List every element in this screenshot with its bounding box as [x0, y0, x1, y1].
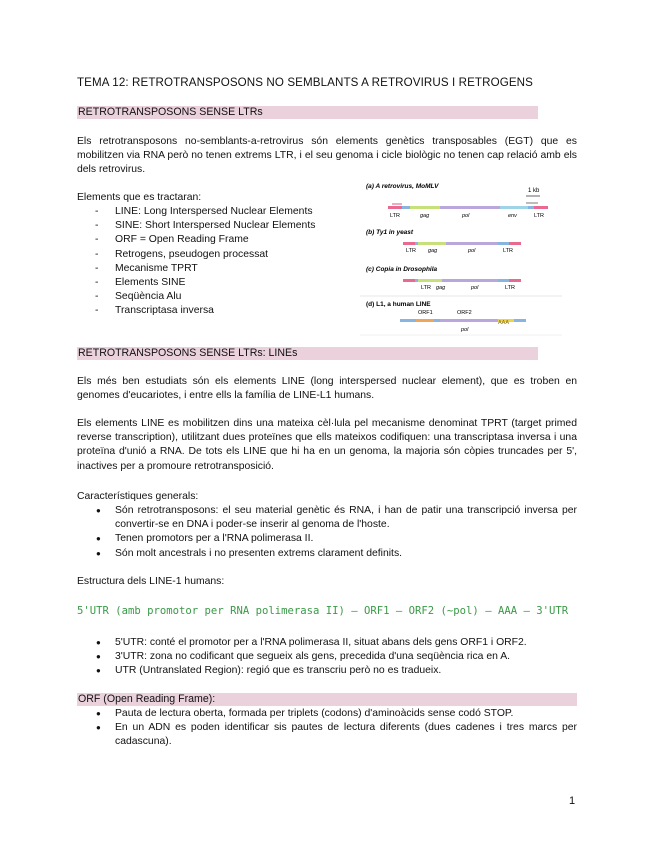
part-label: AAA	[498, 320, 510, 326]
part-label: pol	[471, 285, 479, 291]
part-label: env	[508, 213, 517, 219]
section-heading-lines: RETROTRANSPOSONS SENSE LTRs: LINEs	[77, 347, 538, 360]
characteristics-list	[77, 504, 577, 561]
pol-block	[442, 279, 498, 282]
part-label: pol	[468, 248, 476, 254]
elements-list	[77, 205, 347, 319]
intro-paragraph: Els retrotransposons no-semblants-a-retrovirus són elements genètics transposables (EGT) que es mobilitzen via RNA però no tenen extrems LTR, i el seu genoma i cicle biològic no tenen cap relació amb els dels retrovirus.	[77, 136, 577, 176]
part-label: LTR	[505, 285, 515, 291]
list-item: - Seqüència Alu	[77, 290, 347, 304]
lines-paragraph-2: Els elements LINE es mobilitzen dins una mateixa cèl·lula pel mecanisme denominat TPRT (target primed reverse transcription), utilitzant dues proteïnes que ells mateixos codifiquen: una transcriptasa inversa i una proteïna d'unió a RNA. De tots els LINE que hi ha en un genoma, la majoria són còpies truncades per 5', inactives per a promoure retrotransposició.	[77, 418, 577, 472]
list-item: ● Són retrotransposons: el seu material genètic és RNA, i han de patir una transcripció inversa per convertir-se en DNA i poder-se inserir al genoma de l'hoste.	[77, 504, 577, 532]
characteristics-title: Característiques generals:	[77, 491, 199, 502]
orf-list	[77, 707, 577, 750]
env-block	[500, 206, 528, 209]
part-label: gag	[428, 248, 438, 254]
list-item: - Retrogens, pseudogen processat	[77, 248, 347, 262]
line1-structure: 5'UTR (amb promotor per RNA polimerasa II) – ORF1 – ORF2 (~pol) – AAA – 3'UTR	[77, 605, 569, 617]
list-item: ● 5'UTR: conté el promotor per a l'RNA polimerasa II, situat abans dels gens ORF1 i ORF2.	[77, 636, 577, 650]
figure-label-c: (c) Copia in Drosophila	[366, 266, 438, 273]
section-heading-orf: ORF (Open Reading Frame):	[77, 693, 577, 706]
pol-block	[446, 242, 498, 245]
list-item: ● Són molt ancestrals i no presenten extrems clarament definits.	[77, 547, 577, 561]
part-label: pol	[462, 213, 470, 219]
part-label: LTR	[406, 248, 416, 254]
list-item: - LINE: Long Interspersed Nuclear Elements	[77, 205, 347, 219]
part-label: LTR	[503, 248, 513, 254]
list-item: - Transcriptasa inversa	[77, 304, 347, 318]
pol-block	[440, 206, 500, 209]
list-item: ● En un ADN es poden identificar sis pautes de lectura diferents (dues cadenes i tres marcs per cadascuna).	[77, 721, 577, 749]
figure-label-a: (a) A retrovirus, MoMLV	[366, 183, 439, 190]
lines-paragraph-1: Els més ben estudiats són els elements LINE (long interspersed nuclear element), que es troben en genomes d'eucariotes, i entre ells la família de LINE-L1 humans.	[77, 376, 577, 402]
part-label: LTR	[421, 285, 431, 291]
list-item: ● 3'UTR: zona no codificant que segueix als gens, precedida d'una seqüència rica en A.	[77, 650, 577, 664]
page-number: 1	[569, 795, 576, 807]
list-item: - SINE: Short Interspersed Nuclear Elements	[77, 219, 347, 233]
part-label: ORF2	[457, 310, 472, 316]
retrotransposon-diagram	[358, 180, 564, 338]
list-item: - Elements SINE	[77, 276, 347, 290]
elements-list-title: Elements que es tractaran:	[77, 192, 202, 203]
ltr-block	[534, 206, 548, 209]
part-label: gag	[436, 285, 446, 291]
list-item: ● Pauta de lectura oberta, formada per triplets (codons) d'aminoàcids sense codó STOP.	[77, 707, 577, 721]
ltr-block	[403, 242, 415, 245]
ltr-block	[509, 279, 521, 282]
figure-scale-label: 1 kb	[528, 188, 540, 194]
list-item: - ORF = Open Reading Frame	[77, 233, 347, 247]
list-item: ● Tenen promotors per a l'RNA polimerasa II.	[77, 532, 577, 546]
gag-block	[418, 242, 446, 245]
part-label: LTR	[534, 213, 544, 219]
figure-label-d: (d) L1, a human LINE	[366, 301, 431, 308]
orf2-block	[440, 319, 498, 322]
list-item: - Mecanisme TPRT	[77, 262, 347, 276]
figure-label-b: (b) Ty1 in yeast	[366, 229, 414, 236]
ltr-block	[509, 242, 521, 245]
part-label: gag	[420, 213, 430, 219]
ltr-block	[388, 206, 402, 209]
gag-block	[418, 279, 442, 282]
structure-list	[77, 636, 577, 679]
list-item: ● UTR (Untranslated Region): regió que es transcriu però no es tradueix.	[77, 664, 577, 678]
orf1-block	[416, 319, 434, 322]
section-heading-ltr: RETROTRANSPOSONS SENSE LTRs	[77, 106, 538, 119]
gag-block	[410, 206, 440, 209]
part-label: LTR	[390, 213, 400, 219]
structure-title: Estructura dels LINE-1 humans:	[77, 576, 225, 587]
page-title: TEMA 12: RETROTRANSPOSONS NO SEMBLANTS A RETROVIRUS I RETROGENS	[77, 76, 533, 89]
part-label: ORF1	[418, 310, 433, 316]
ltr-block	[403, 279, 415, 282]
part-label: pol	[461, 327, 469, 333]
